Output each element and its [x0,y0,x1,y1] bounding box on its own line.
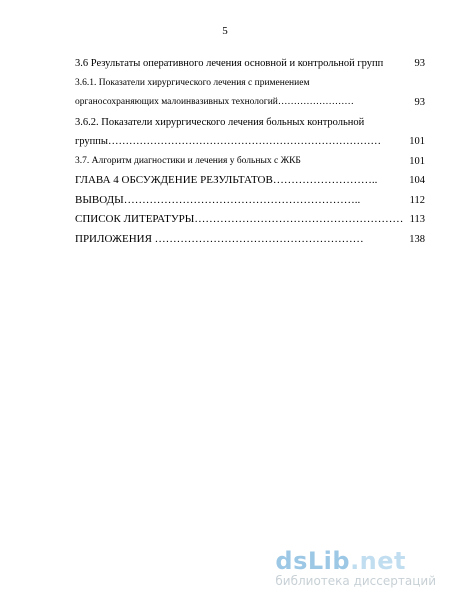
toc-entry-text: СПИСОК ЛИТЕРАТУРЫ………………………………………………… [75,213,404,225]
toc-entry-page: 104 [409,175,425,186]
toc-entry-page: 112 [409,194,425,206]
toc-entry-page: 113 [409,214,425,225]
toc-entry-text: органосохраняющих малоинвазивных технологий…………………… [75,97,354,107]
toc-entry [75,210,425,230]
toc-entry-text: группы…………………………………………………………………… [75,136,381,147]
watermark-logo-tld: .net [350,547,407,575]
toc-entry-text: 3.6.2. Показатели хирургического лечения больных контрольной [75,116,365,128]
toc-entry [75,191,425,211]
toc-entry [75,74,425,94]
watermark-logo-main: dsLib [275,547,351,575]
toc-entry-text: ГЛАВА 4 ОБСУЖДЕНИЕ РЕЗУЛЬТАТОВ……………………….. [75,174,378,186]
toc-entry-text: ВЫВОДЫ……………………………………………………….. [75,193,361,206]
toc-entry-page: 93 [414,97,425,108]
toc-entry-text: ПРИЛОЖЕНИЯ ………………………………………………… [75,232,364,245]
table-of-contents [75,54,425,249]
toc-entry [75,171,425,191]
toc-entry-page: 101 [409,136,425,147]
toc-entry [75,54,425,74]
watermark [275,548,436,588]
toc-entry [75,230,425,250]
toc-entry-text: 3.6.1. Показатели хирургического лечения с применением [75,77,310,88]
toc-entry-text: 3.6 Результаты оперативного лечения основной и контрольной групп [75,58,384,69]
toc-entry-page: 101 [409,155,425,167]
toc-entry [75,93,425,113]
toc-entry [75,152,425,172]
watermark-subtitle: библиотека диссертаций [275,574,436,588]
toc-entry-page: 138 [409,233,425,245]
toc-entry-text: 3.7. Алгоритм диагностики и лечения у больных с ЖКБ [75,155,301,166]
toc-entry-page: 93 [414,58,425,69]
toc-entry [75,132,425,152]
watermark-logo [275,548,436,574]
page-number: 5 [222,25,228,37]
toc-entry [75,113,425,133]
